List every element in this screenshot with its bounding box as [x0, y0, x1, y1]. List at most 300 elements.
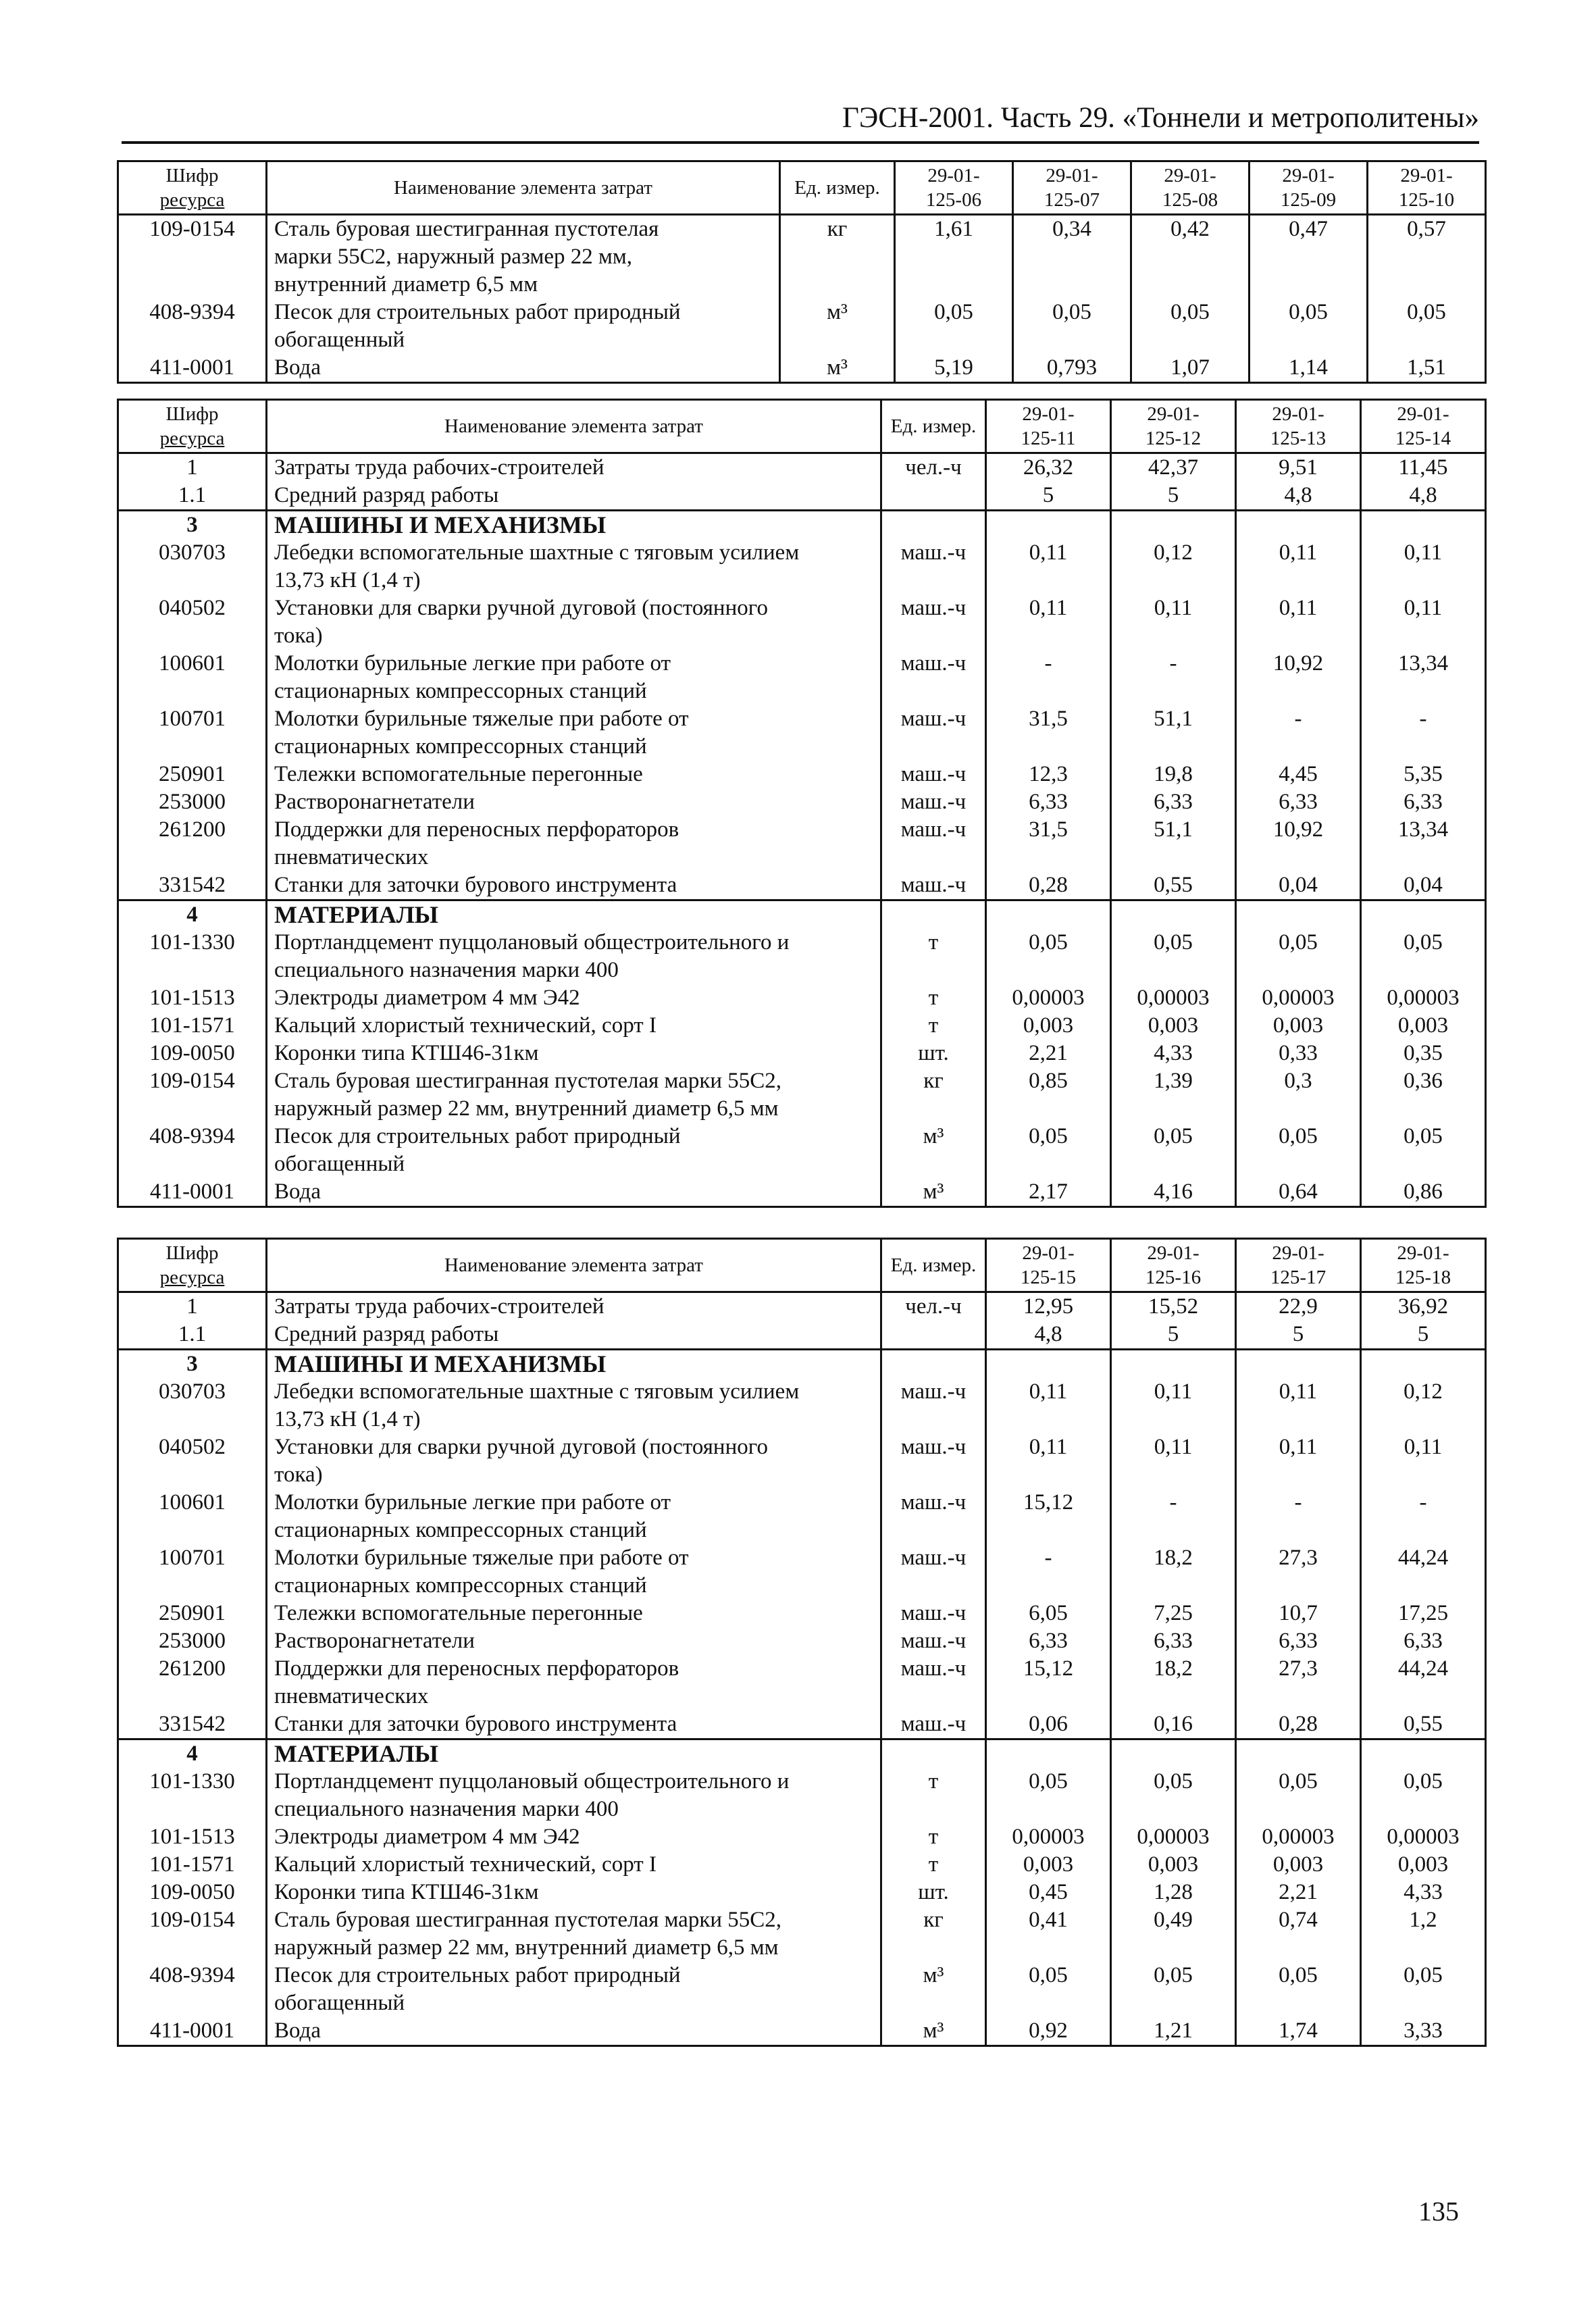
resource-value: 0,00003 [1361, 1823, 1486, 1851]
resource-unit [881, 511, 986, 540]
resource-value: 0,11 [1361, 594, 1486, 650]
resource-value: 10,92 [1236, 650, 1361, 705]
header-norm-code [1250, 161, 1368, 215]
page-header: ГЭСН-2001. Часть 29. «Тоннели и метрополитены» [122, 101, 1479, 144]
resource-name-line: Растворонагнетатели [274, 790, 475, 814]
resource-name [267, 1906, 881, 1962]
resource-name-line: Лебедки вспомогательные шахтные с тяговым усилием [274, 1379, 800, 1404]
resource-name [267, 482, 881, 511]
resource-unit: маш.-ч [881, 871, 986, 900]
resource-name-line: Молотки бурильные легкие при работе от [274, 651, 671, 676]
resource-name [267, 1600, 881, 1627]
resource-unit: т [881, 1012, 986, 1040]
resource-name [267, 1012, 881, 1040]
resource-value: 0,003 [1361, 1851, 1486, 1879]
table-row [118, 1292, 1486, 1321]
resource-name-line: Кальций хлористый технический, сорт I [274, 1013, 657, 1038]
resource-value: 0,003 [986, 1851, 1111, 1879]
resource-value: 0,41 [986, 1906, 1111, 1962]
resource-code: 1.1 [118, 1321, 267, 1350]
resource-value: 6,33 [1236, 788, 1361, 816]
header-norm-line: 29-01- [1046, 165, 1098, 186]
resource-name-line: Средний разряд работы [274, 1322, 499, 1346]
header-name: Наименование элемента затрат [267, 400, 881, 453]
resource-value: 2,21 [1236, 1879, 1361, 1906]
resource-name-line: пневматических [274, 845, 429, 869]
resource-value: 0,05 [1111, 1123, 1236, 1178]
table-row [118, 1823, 1486, 1851]
resource-value: 0,35 [1361, 1040, 1486, 1067]
resource-value: 0,00003 [1111, 1823, 1236, 1851]
resource-value: 6,33 [1111, 1627, 1236, 1655]
resource-code: 411-0001 [118, 2017, 267, 2046]
resource-name [267, 299, 780, 354]
resource-value: 42,37 [1111, 453, 1236, 482]
resource-name-line: МАТЕРИАЛЫ [274, 901, 438, 928]
header-norm-line: 29-01- [1164, 165, 1216, 186]
resource-name-line: стационарных компрессорных станций [274, 734, 647, 759]
resource-table-1 [117, 160, 1487, 384]
resource-name-line: Станки для заточки бурового инструмента [274, 873, 677, 897]
resource-name-line: Сталь буровая шестигранная пустотелая [274, 217, 659, 241]
resource-name-line: наружный размер 22 мм, внутренний диаметр 6,5 мм [274, 1935, 779, 1960]
table-row [118, 816, 1486, 871]
resource-value [1361, 1350, 1486, 1379]
resource-value: 1,74 [1236, 2017, 1361, 2046]
resource-value: 2,21 [986, 1040, 1111, 1067]
resource-value: 0,05 [1236, 929, 1361, 984]
resource-value: 5,35 [1361, 761, 1486, 788]
resource-value: 36,92 [1361, 1292, 1486, 1321]
resource-name-line: Портландцемент пуццолановый общестроительного и [274, 930, 790, 955]
resource-code: 261200 [118, 1655, 267, 1710]
resource-value: 27,3 [1236, 1544, 1361, 1600]
resource-name-line: специального назначения марки 400 [274, 1797, 619, 1821]
resource-value: 10,7 [1236, 1600, 1361, 1627]
resource-value: 2,17 [986, 1178, 1111, 1207]
header-code [118, 400, 267, 453]
header-norm-line: 125-06 [925, 189, 982, 211]
resource-code: 1 [118, 453, 267, 482]
resource-name [267, 1768, 881, 1823]
resource-value [1111, 900, 1236, 930]
resource-unit [881, 1739, 986, 1769]
resource-unit: шт. [881, 1040, 986, 1067]
resource-code: 101-1571 [118, 1012, 267, 1040]
resource-value: 44,24 [1361, 1655, 1486, 1710]
resource-code: 100701 [118, 705, 267, 761]
resource-unit: т [881, 929, 986, 984]
resource-code: 253000 [118, 788, 267, 816]
table-row [118, 871, 1486, 900]
resource-name-line: Молотки бурильные тяжелые при работе от [274, 1546, 689, 1570]
resource-code: 253000 [118, 1627, 267, 1655]
table-row [118, 1655, 1486, 1710]
table-row [118, 453, 1486, 482]
resource-value: 44,24 [1361, 1544, 1486, 1600]
resource-code: 100701 [118, 1544, 267, 1600]
header-norm-code [1111, 400, 1236, 453]
table-row [118, 1178, 1486, 1207]
resource-name [267, 1321, 881, 1350]
resource-value: - [1361, 1489, 1486, 1544]
table-row [118, 705, 1486, 761]
header-norm-code [1131, 161, 1250, 215]
resource-code: 250901 [118, 761, 267, 788]
resource-value [1111, 1350, 1236, 1379]
header-code-line: ресурса [159, 428, 225, 449]
resource-code: 101-1330 [118, 929, 267, 984]
resource-name-line: наружный размер 22 мм, внутренний диаметр 6,5 мм [274, 1096, 779, 1121]
resource-value: 0,05 [1361, 1123, 1486, 1178]
resource-value: 0,05 [1361, 1962, 1486, 2017]
resource-name-line: Песок для строительных работ природный [274, 1124, 681, 1148]
resource-value: 0,85 [986, 1067, 1111, 1123]
resource-value: 0,00003 [1236, 1823, 1361, 1851]
resource-name [267, 1178, 881, 1207]
resource-value [1111, 511, 1236, 540]
header-norm-code [1013, 161, 1131, 215]
table-row [118, 1012, 1486, 1040]
resource-value: 0,05 [1111, 929, 1236, 984]
resource-value [1361, 1739, 1486, 1769]
resource-name-line: обогащенный [274, 1991, 405, 2015]
header-norm-line: 125-17 [1270, 1267, 1327, 1288]
resource-value [1361, 900, 1486, 930]
table-row [118, 1600, 1486, 1627]
resource-value: 1,14 [1250, 354, 1368, 383]
resource-unit: маш.-ч [881, 539, 986, 594]
resource-name [267, 788, 881, 816]
resource-name-line: обогащенный [274, 328, 405, 352]
header-norm-line: 29-01- [1022, 1242, 1075, 1264]
resource-value: 0,05 [895, 299, 1013, 354]
resource-name [267, 1350, 881, 1379]
resource-value [1236, 1739, 1361, 1769]
header-norm-code [1361, 1239, 1486, 1292]
resource-name-line: Кальций хлористый технический, сорт I [274, 1852, 657, 1877]
resource-unit: кг [881, 1906, 986, 1962]
resource-unit: т [881, 1768, 986, 1823]
table-row [118, 929, 1486, 984]
resource-value: 22,9 [1236, 1292, 1361, 1321]
header-norm-code [986, 1239, 1111, 1292]
resource-unit: маш.-ч [881, 594, 986, 650]
resource-code: 109-0154 [118, 1067, 267, 1123]
resource-value: 4,33 [1361, 1879, 1486, 1906]
resource-value [1361, 511, 1486, 540]
resource-code: 040502 [118, 1433, 267, 1489]
header-norm-code [1236, 1239, 1361, 1292]
resource-value: - [1361, 705, 1486, 761]
header-norm-line: 29-01- [1147, 1242, 1200, 1264]
table-row [118, 1906, 1486, 1962]
resource-unit: кг [881, 1067, 986, 1123]
resource-value: 9,51 [1236, 453, 1361, 482]
resource-value: 0,33 [1236, 1040, 1361, 1067]
resource-value: 0,05 [1361, 929, 1486, 984]
resource-value: 51,1 [1111, 705, 1236, 761]
resource-name [267, 1851, 881, 1879]
resource-name-line: стационарных компрессорных станций [274, 679, 647, 703]
resource-value: 0,00003 [1111, 984, 1236, 1012]
resource-name [267, 354, 780, 383]
resource-name-line: МАТЕРИАЛЫ [274, 1740, 438, 1767]
resource-value: 15,12 [986, 1489, 1111, 1544]
resource-value: 0,05 [986, 1123, 1111, 1178]
header-norm-line: 29-01- [1400, 165, 1453, 186]
resource-unit [881, 482, 986, 511]
resource-code: 1.1 [118, 482, 267, 511]
header-norm-line: 29-01- [1397, 1242, 1449, 1264]
header-unit: Ед. измер. [881, 400, 986, 453]
header-norm-line: 29-01- [927, 165, 980, 186]
resource-unit: м³ [780, 299, 895, 354]
header-norm-line: 125-10 [1398, 189, 1455, 211]
header-code [118, 1239, 267, 1292]
resource-name [267, 594, 881, 650]
resource-unit: т [881, 984, 986, 1012]
table-row [118, 1350, 1486, 1379]
resource-value: 0,11 [986, 539, 1111, 594]
resource-name [267, 453, 881, 482]
resource-value: 13,34 [1361, 650, 1486, 705]
resource-value: 0,42 [1131, 215, 1250, 299]
resource-value: 0,05 [1236, 1768, 1361, 1823]
resource-code: 101-1513 [118, 1823, 267, 1851]
resource-code: 109-0050 [118, 1040, 267, 1067]
resource-name-line: Установки для сварки ручной дуговой (постоянного [274, 1435, 768, 1459]
resource-value: 51,1 [1111, 816, 1236, 871]
resource-value: 5 [1236, 1321, 1361, 1350]
resource-value: 3,33 [1361, 2017, 1486, 2046]
table-row [118, 761, 1486, 788]
resource-value: 6,33 [1361, 1627, 1486, 1655]
resource-code: 1 [118, 1292, 267, 1321]
header-norm-line: 29-01- [1022, 403, 1075, 425]
resource-name [267, 539, 881, 594]
table-row [118, 1768, 1486, 1823]
header-code-line: ресурса [159, 189, 225, 211]
header-unit: Ед. измер. [780, 161, 895, 215]
resource-value: 0,05 [1368, 299, 1486, 354]
resource-name-line: Установки для сварки ручной дуговой (постоянного [274, 596, 768, 620]
table-row [118, 1544, 1486, 1600]
resource-code: 3 [118, 511, 267, 540]
resource-value: 0,05 [1111, 1768, 1236, 1823]
resource-name [267, 871, 881, 900]
header-code-line: Шифр [165, 165, 219, 186]
resource-unit: м³ [881, 1178, 986, 1207]
resource-name [267, 1489, 881, 1544]
resource-value: 10,92 [1236, 816, 1361, 871]
resource-name-line: Растворонагнетатели [274, 1629, 475, 1653]
table-row [118, 2017, 1486, 2046]
resource-name-line: Электроды диаметром 4 мм Э42 [274, 986, 580, 1010]
table-row [118, 1851, 1486, 1879]
resource-unit: маш.-ч [881, 1489, 986, 1544]
header-norm-code [895, 161, 1013, 215]
resource-value: 6,33 [986, 1627, 1111, 1655]
resource-code: 109-0154 [118, 1906, 267, 1962]
resource-name [267, 650, 881, 705]
resource-name [267, 1627, 881, 1655]
resource-name-line: Вода [274, 1179, 321, 1204]
resource-table-3 [117, 1238, 1487, 2047]
resource-code: 100601 [118, 1489, 267, 1544]
header-code-line: ресурса [159, 1267, 225, 1288]
resource-value: 0,11 [986, 594, 1111, 650]
resource-name-line: Песок для строительных работ природный [274, 300, 681, 324]
table-row [118, 482, 1486, 511]
resource-unit: т [881, 1823, 986, 1851]
resource-value: 0,05 [1236, 1123, 1361, 1178]
table-row [118, 1433, 1486, 1489]
resource-value: 0,11 [1236, 1378, 1361, 1433]
resource-name-line: марки 55С2, наружный размер 22 мм, [274, 245, 632, 269]
resource-code: 109-0154 [118, 215, 267, 299]
resource-code: 331542 [118, 871, 267, 900]
resource-value: 7,25 [1111, 1600, 1236, 1627]
resource-value: 4,33 [1111, 1040, 1236, 1067]
resource-value [1236, 1350, 1361, 1379]
resource-value [986, 1350, 1111, 1379]
resource-value [986, 1739, 1111, 1769]
resource-value: 17,25 [1361, 1600, 1486, 1627]
resource-value: 0,92 [986, 2017, 1111, 2046]
header-code-line: Шифр [165, 403, 219, 425]
header-name: Наименование элемента затрат [267, 161, 780, 215]
header-unit: Ед. измер. [881, 1239, 986, 1292]
resource-value: 0,003 [1236, 1012, 1361, 1040]
resource-unit: кг [780, 215, 895, 299]
resource-unit: маш.-ч [881, 788, 986, 816]
resource-value: 12,95 [986, 1292, 1111, 1321]
resource-unit: м³ [780, 354, 895, 383]
resource-value: 1,28 [1111, 1879, 1236, 1906]
resource-value: 31,5 [986, 705, 1111, 761]
resource-name [267, 511, 881, 540]
table-row [118, 1040, 1486, 1067]
resource-unit: чел.-ч [881, 453, 986, 482]
header-norm-line: 125-15 [1020, 1267, 1077, 1288]
resource-value: 0,45 [986, 1879, 1111, 1906]
resource-unit: маш.-ч [881, 816, 986, 871]
resource-name [267, 1739, 881, 1769]
resource-name [267, 1823, 881, 1851]
resource-value: 5 [1111, 482, 1236, 511]
resource-name-line: тока) [274, 624, 323, 648]
resource-value: 1,39 [1111, 1067, 1236, 1123]
resource-value: 0,04 [1361, 871, 1486, 900]
resource-value: 0,47 [1250, 215, 1368, 299]
resource-value: 1,07 [1131, 354, 1250, 383]
header-norm-line: 125-08 [1162, 189, 1218, 211]
resource-value: 12,3 [986, 761, 1111, 788]
resource-value: 0,00003 [1236, 984, 1361, 1012]
resource-unit: маш.-ч [881, 1710, 986, 1739]
resource-value: 0,11 [1361, 1433, 1486, 1489]
resource-value: 0,05 [986, 929, 1111, 984]
resource-code: 411-0001 [118, 1178, 267, 1207]
resource-code: 408-9394 [118, 1962, 267, 2017]
resource-unit: т [881, 1851, 986, 1879]
resource-name [267, 1123, 881, 1178]
resource-value: 0,11 [1236, 1433, 1361, 1489]
resource-value: 0,11 [1111, 1433, 1236, 1489]
resource-unit: маш.-ч [881, 1433, 986, 1489]
table-row [118, 788, 1486, 816]
table-row [118, 539, 1486, 594]
resource-name-line: Сталь буровая шестигранная пустотелая марки 55С2, [274, 1069, 782, 1093]
resource-value: 4,45 [1236, 761, 1361, 788]
header-row [118, 1239, 1486, 1292]
resource-name-line: Вода [274, 2018, 321, 2043]
resource-value [986, 900, 1111, 930]
resource-name-line: стационарных компрессорных станций [274, 1573, 647, 1598]
resource-name-line: Средний разряд работы [274, 483, 499, 507]
resource-value: 4,8 [986, 1321, 1111, 1350]
resource-code: 101-1571 [118, 1851, 267, 1879]
resource-value: 0,55 [1111, 871, 1236, 900]
resource-value: 0,003 [986, 1012, 1111, 1040]
header-norm-line: 125-12 [1145, 428, 1202, 449]
resource-value: 0,57 [1368, 215, 1486, 299]
header-norm-code [1236, 400, 1361, 453]
resource-code: 100601 [118, 650, 267, 705]
resource-name [267, 1879, 881, 1906]
resource-name-line: внутренний диаметр 6,5 мм [274, 272, 538, 297]
resource-code: 331542 [118, 1710, 267, 1739]
resource-value: 13,34 [1361, 816, 1486, 871]
resource-code: 101-1330 [118, 1768, 267, 1823]
resource-value: 0,05 [986, 1962, 1111, 2017]
resource-code: 4 [118, 900, 267, 930]
resource-name [267, 1067, 881, 1123]
resource-value: 0,74 [1236, 1906, 1361, 1962]
resource-code: 101-1513 [118, 984, 267, 1012]
resource-name-line: специального назначения марки 400 [274, 958, 619, 982]
resource-value: 0,003 [1111, 1851, 1236, 1879]
resource-value: 0,11 [986, 1378, 1111, 1433]
resource-unit: м³ [881, 1962, 986, 2017]
resource-value: 0,04 [1236, 871, 1361, 900]
header-norm-line: 125-07 [1044, 189, 1100, 211]
table-row [118, 299, 1486, 354]
resource-name-line: Вода [274, 355, 321, 380]
resource-name-line: тока) [274, 1463, 323, 1487]
resource-value: 18,2 [1111, 1655, 1236, 1710]
table-row [118, 1962, 1486, 2017]
resource-unit: маш.-ч [881, 1627, 986, 1655]
header-row [118, 400, 1486, 453]
resource-value: - [986, 1544, 1111, 1600]
header-norm-line: 125-18 [1395, 1267, 1451, 1288]
resource-name [267, 1655, 881, 1710]
resource-value: 0,11 [1236, 539, 1361, 594]
resource-name-line: Затраты труда рабочих-строителей [274, 455, 604, 480]
resource-unit: м³ [881, 2017, 986, 2046]
resource-value: 1,61 [895, 215, 1013, 299]
resource-name-line: 13,73 кН (1,4 т) [274, 568, 421, 592]
header-norm-code [1361, 400, 1486, 453]
resource-name [267, 816, 881, 871]
resource-name-line: Портландцемент пуццолановый общестроительного и [274, 1769, 790, 1794]
resource-name-line: 13,73 кН (1,4 т) [274, 1407, 421, 1431]
resource-code: 040502 [118, 594, 267, 650]
resource-value: 15,12 [986, 1655, 1111, 1710]
header-norm-line: 29-01- [1272, 403, 1324, 425]
